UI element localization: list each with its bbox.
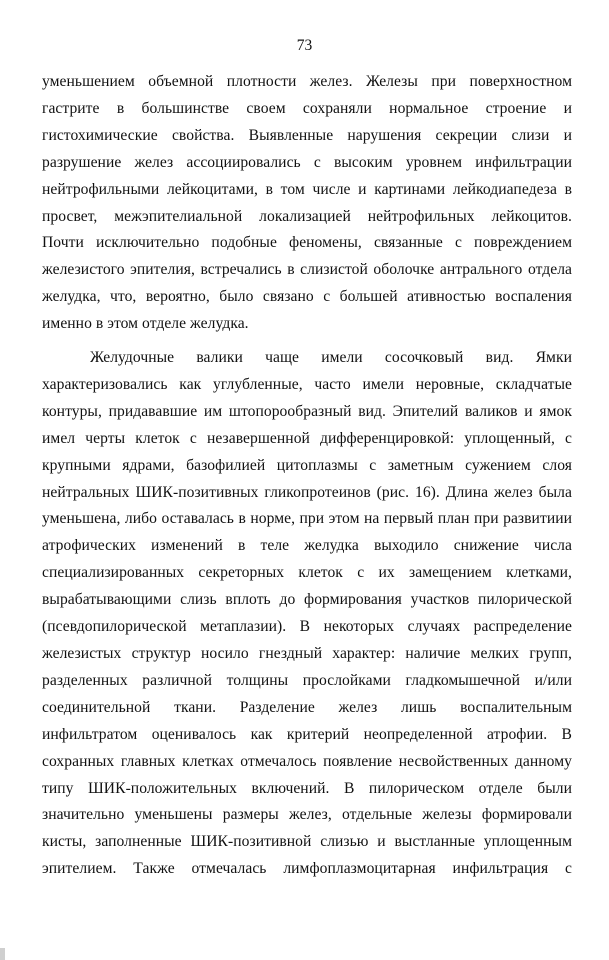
text-line: характеризовались как углубленные, часто имели неровные, складчатые (42, 375, 572, 393)
text-line: соединительной ткани. Разделение желез лишь воспалительным (42, 698, 572, 716)
paragraph-2 (42, 345, 572, 883)
text-line: значительно уменьшены размеры желез, отдельные железы формировали (42, 806, 572, 824)
text-line: имел черты клеток с незавершенной дифференцировкой: уплощенный, с (42, 429, 572, 447)
text-line: гистохимические свойства. Выявленные нарушения секреции слизи и (42, 126, 572, 144)
text-line: эпителием. Также отмечалась лимфоплазмоцитарная инфильтрация с (42, 860, 572, 878)
text-line: уменьшением объемной плотности желез. Железы при поверхностном (42, 73, 572, 90)
text-line: желудка, что, вероятно, было связано с большей ативностью воспаления (42, 288, 572, 306)
text-line: кисты, заполненные ШИК-позитивной слизью и выстланные уплощенным (42, 833, 572, 851)
page-number: 73 (296, 37, 313, 54)
text-line: разрушение желез ассоциировались с высоким уровнем инфильтрации (42, 153, 572, 171)
text-line: именно в этом отделе желудка. (42, 315, 249, 333)
text-line: контуры, придававшие им штопорообразный вид. Эпителий валиков и ямок (42, 402, 572, 420)
text-line: крупными ядрами, базофилией цитоплазмы с заметным сужением слоя (42, 456, 572, 474)
text-line: сохранных главных клетках отмечалось появление несвойственных данному (42, 752, 572, 770)
text-line: гастрите в большинстве своем сохраняли нормальное строение и (42, 99, 572, 117)
text-line: Почти исключительно подобные феномены, связанные с повреждением (42, 234, 572, 252)
text-line: уменьшена, либо оставалась в норме, при этом на первый план при развитиии (42, 510, 572, 528)
text-line: нейтрофильными лейкоцитами, в том числе и картинами лейкодиапедеза в (42, 180, 572, 198)
text-line: вырабатывающими слизь вплоть до формирования участков пилорической (42, 591, 572, 609)
text-line: Желудочные валики чаще имели сосочковый вид. Ямки (90, 349, 572, 366)
text-line: нейтральных ШИК-позитивных гликопротеинов (рис. 16). Длина желез была (42, 483, 572, 501)
text-line: разделенных различной толщины прослойками гладкомышечной и/или (42, 671, 572, 689)
text-line: атрофических изменений в теле желудка выходило снижение числа (42, 537, 572, 555)
scan-edge-mark (0, 948, 5, 960)
text-line: инфильтратом оценивалось как критерий неопределенной атрофии. В (42, 725, 572, 743)
text-line: железистых структур носило гнездный характер: наличие мелких групп, (42, 644, 572, 662)
text-line: типу ШИК-положительных включений. В пилорическом отделе были (42, 779, 572, 797)
text-line: железистого эпителия, встречались в слизистой оболочке антрального отдела (42, 261, 572, 279)
text-line: просвет, межэпителиальной локализацией нейтрофильных лейкоцитов. (42, 207, 572, 225)
text-line: специализированных секреторных клеток с их замещением клетками, (42, 564, 572, 582)
text-line: (псевдопилорической метаплазии). В некоторых случаях распределение (42, 618, 572, 636)
paragraph-1 (42, 69, 572, 338)
